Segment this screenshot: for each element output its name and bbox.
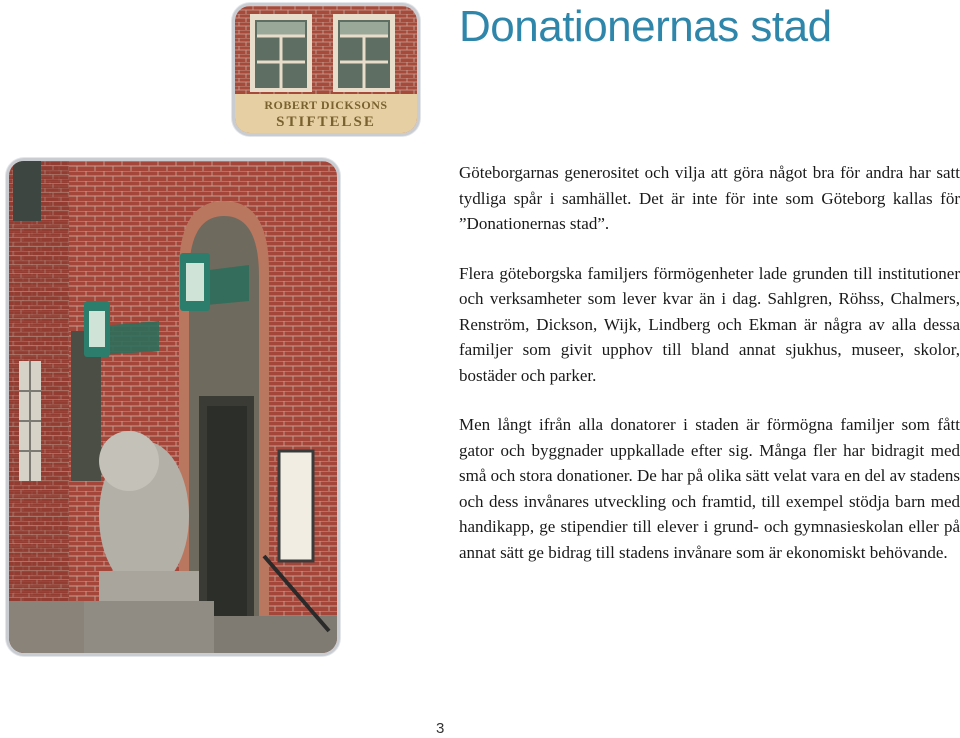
page-number: 3 bbox=[436, 720, 445, 737]
stiftelse-building-photo bbox=[232, 3, 420, 136]
building-sign-image bbox=[235, 6, 417, 133]
paragraph-2: Flera göteborgska familjers förmögenheter lade grunden till institutioner och verksamheter som lever kvar än i dag. Sahlgren, Röhss, Chalmers, Renström, Dickson, Wijk, Lindberg och Ekman är några av alla dessa familjer som givit upphov till bland annat sjukhus, museer, skolor, bostäder och parker. bbox=[459, 263, 960, 385]
sign-line-1: ROBERT DICKSONS bbox=[264, 98, 388, 112]
page-title: Donationernas stad bbox=[459, 2, 832, 51]
paragraph-3: Men långt ifrån alla donatorer i staden är förmögna familjer som fått gator och byggnader uppkallade efter sig. Många fler har bidragit med små och stora donationer. De har på olika sätt velat vara en del av stadens och dess invånares utveckling och framtid, till exempel stödja barn med handikapp, ge stipendier till elever i grund- och gymnasieskolan eller på annat sätt ge bidrag till stadens invånare som är ekonomiskt behövande. bbox=[459, 415, 960, 562]
paragraph-1: Göteborgarnas generositet och vilja att göra något bra för andra har satt tydliga spår i samhället. Det är inte för inte som Göteborg kallas för ”Donationernas stad”. bbox=[459, 163, 960, 233]
sign-line-2: STIFTELSE bbox=[276, 114, 376, 130]
article-body bbox=[459, 160, 960, 589]
entrance-lion-image bbox=[9, 161, 337, 653]
brick-building-entrance-photo bbox=[6, 158, 340, 656]
